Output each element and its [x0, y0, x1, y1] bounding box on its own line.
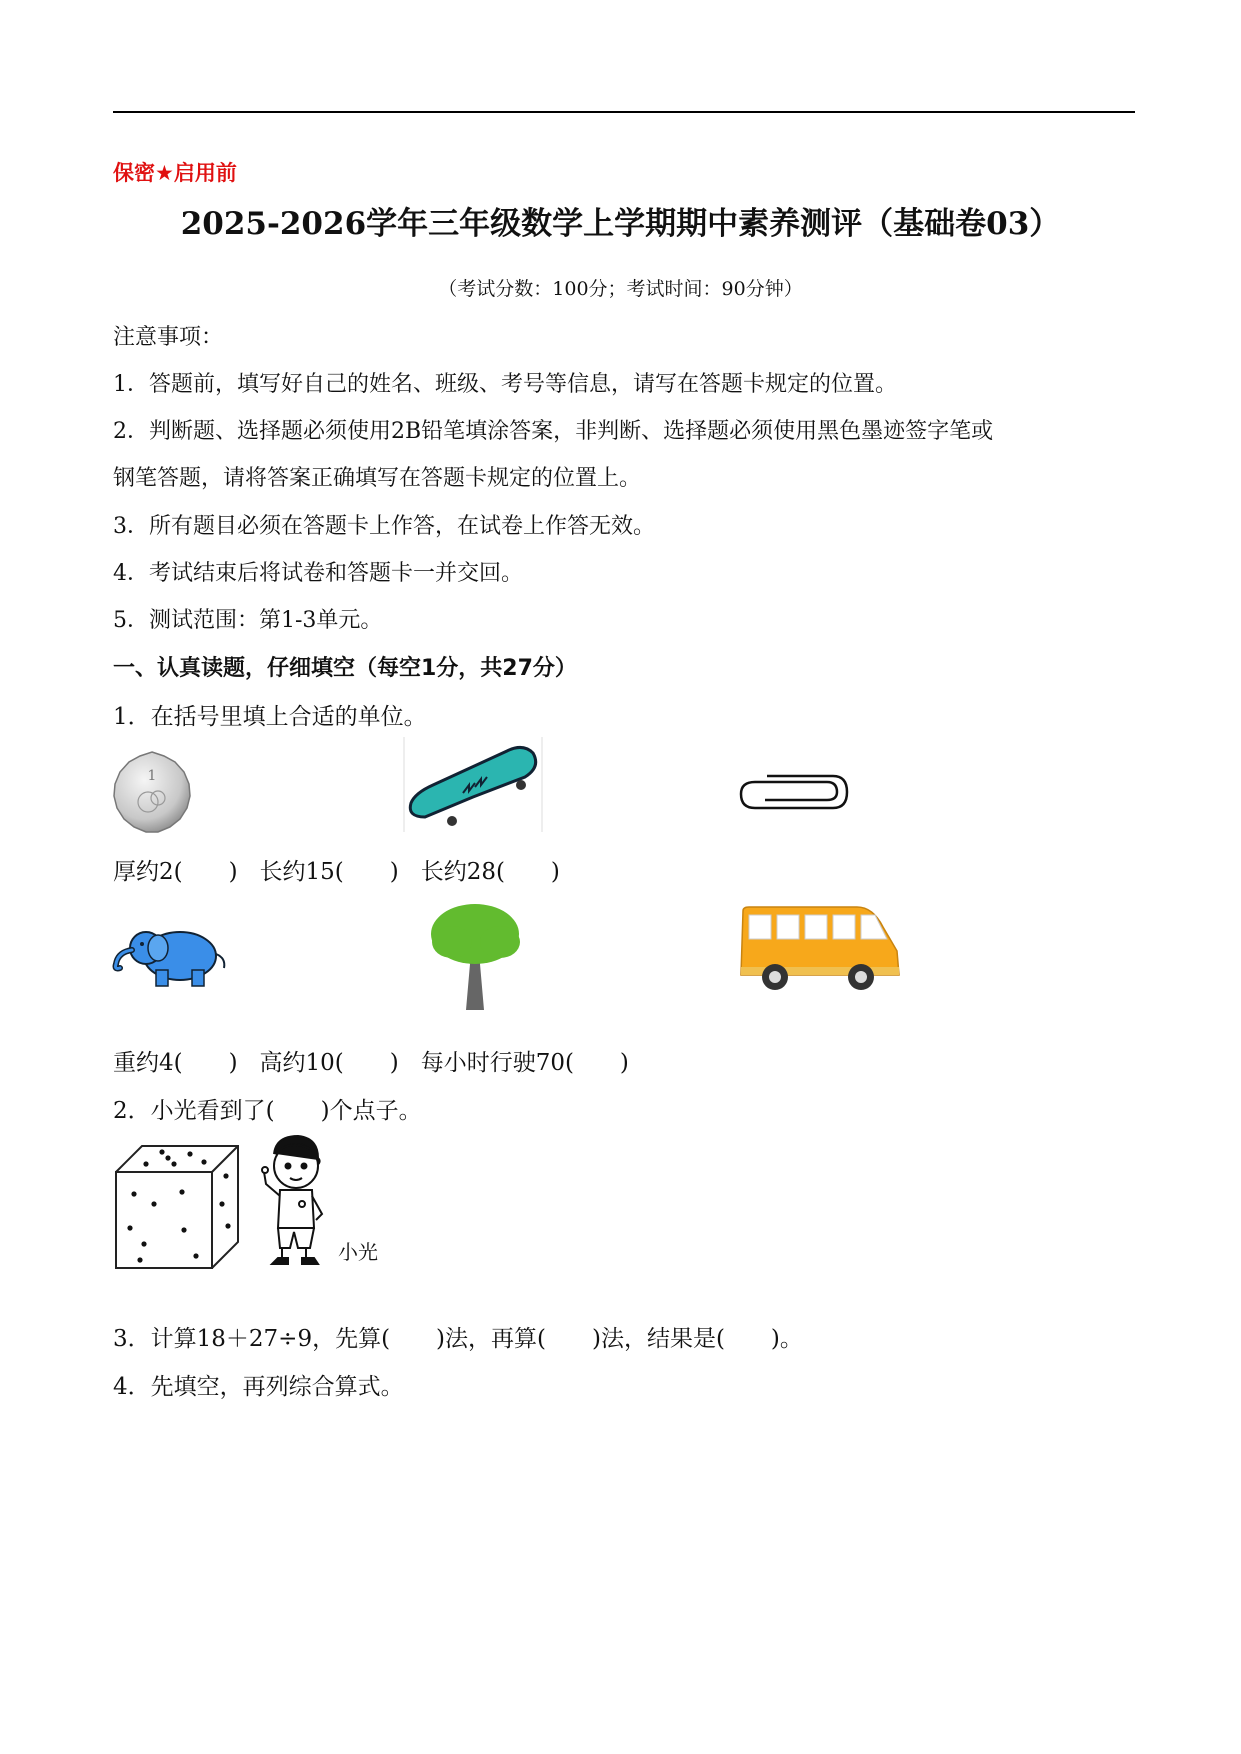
skateboard-length-blank: 长约15( ) [259, 859, 399, 885]
question-1: 1．在括号里填上合适的单位。 [113, 704, 427, 730]
question-3: 3．计算18＋27÷9，先算( )法，再算( )法，结果是( )。 [113, 1326, 803, 1352]
paperclip-length-blank: 长约28( ) [420, 859, 560, 885]
section-heading: 一、认真读题，仔细填空（每空1分，共27分） [113, 656, 577, 681]
bus-icon [737, 905, 902, 993]
header-rule [113, 111, 1135, 113]
question-4: 4．先填空，再列综合算式。 [113, 1374, 404, 1400]
notes-heading: 注意事项： [113, 325, 224, 350]
page-title: 2025-2026学年三年级数学上学期期中素养测评（基础卷03） [180, 206, 1061, 242]
note-item: 4．考试结束后将试卷和答题卡一并交回。 [113, 561, 523, 586]
note-item: 钢笔答题，请将答案正确填写在答题卡规定的位置上。 [113, 466, 642, 491]
exam-info: （考试分数：100分；考试时间：90分钟） [438, 278, 803, 300]
question-2: 2．小光看到了( )个点子。 [113, 1098, 422, 1124]
dotted-cube-figure [114, 1144, 242, 1270]
elephant-icon [110, 918, 235, 990]
question-1-row2 [113, 1044, 629, 1077]
svg-text:1: 1 [147, 768, 157, 784]
question-1-row1 [113, 853, 560, 886]
coin-icon [112, 750, 192, 835]
coin-thickness-blank: 厚约2( ) [113, 859, 238, 885]
tree-height-blank: 高约10( ) [259, 1050, 399, 1076]
secret-label: 保密★启用前 [113, 161, 237, 185]
skateboard-icon [403, 737, 543, 832]
elephant-weight-blank: 重约4( ) [113, 1050, 238, 1076]
paperclip-icon [737, 772, 852, 814]
note-item: 2．判断题、选择题必须使用2B铅笔填涂答案，非判断、选择题必须使用黑色墨迹签字笔或 [113, 419, 994, 444]
boy-xiaoguang-icon [256, 1132, 336, 1272]
note-item: 3．所有题目必须在答题卡上作答，在试卷上作答无效。 [113, 514, 655, 539]
note-item: 5．测试范围：第1-3单元。 [113, 608, 383, 633]
figure-label-xiaoguang: 小光 [338, 1240, 378, 1264]
tree-icon [428, 898, 523, 1010]
bus-speed-blank: 每小时行驶70( ) [420, 1050, 629, 1076]
note-item: 1．答题前，填写好自己的姓名、班级、考号等信息，请写在答题卡规定的位置。 [113, 372, 897, 397]
